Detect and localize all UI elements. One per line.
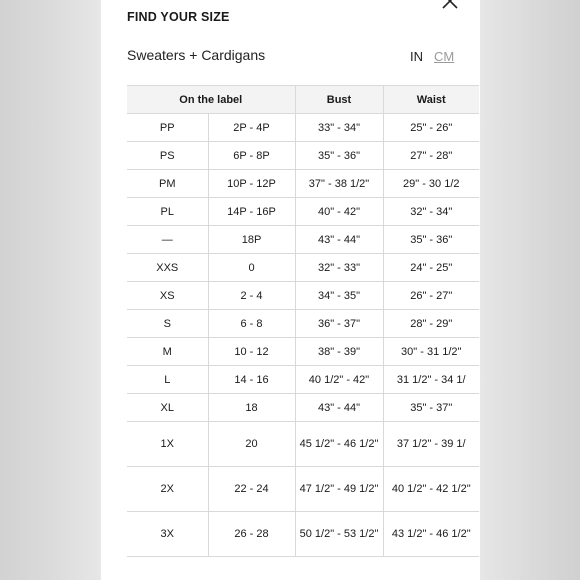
cell-size: 14P - 16P [208, 198, 295, 226]
cell-label: M [127, 338, 208, 366]
cell-bust: 37" - 38 1/2" [295, 170, 383, 198]
cell-label: PL [127, 198, 208, 226]
table-row [127, 114, 479, 142]
cell-waist: 26" - 27" [383, 282, 479, 310]
cell-bust: 43" - 44" [295, 226, 383, 254]
header-waist: Waist [383, 86, 479, 114]
cell-size: 6P - 8P [208, 142, 295, 170]
table-row [127, 254, 479, 282]
cell-waist: 28" - 29" [383, 310, 479, 338]
cell-label: 3X [127, 512, 208, 557]
cell-waist: 30" - 31 1/2" [383, 338, 479, 366]
cell-waist: 35" - 36" [383, 226, 479, 254]
cell-size: 0 [208, 254, 295, 282]
cell-waist: 31 1/2" - 34 1/ [383, 366, 479, 394]
cell-label: XL [127, 394, 208, 422]
cell-bust: 32" - 33" [295, 254, 383, 282]
cell-label: 2X [127, 467, 208, 512]
table-row [127, 226, 479, 254]
cell-label: PS [127, 142, 208, 170]
cell-waist: 37 1/2" - 39 1/ [383, 422, 479, 467]
category-title: Sweaters + Cardigans [127, 47, 266, 63]
table-row [127, 310, 479, 338]
cell-label: 1X [127, 422, 208, 467]
table-row [127, 394, 479, 422]
table-row [127, 338, 479, 366]
page-title: FIND YOUR SIZE [127, 10, 230, 24]
table-row [127, 422, 479, 467]
cell-size: 22 - 24 [208, 467, 295, 512]
size-guide-panel [101, 0, 480, 580]
cell-size: 18 [208, 394, 295, 422]
cell-waist: 35" - 37" [383, 394, 479, 422]
cell-waist: 25" - 26" [383, 114, 479, 142]
cell-bust: 43" - 44" [295, 394, 383, 422]
cell-waist: 40 1/2" - 42 1/2" [383, 467, 479, 512]
cell-size: 26 - 28 [208, 512, 295, 557]
table-row [127, 282, 479, 310]
cell-waist: 43 1/2" - 46 1/2" [383, 512, 479, 557]
cell-size: 2P - 4P [208, 114, 295, 142]
unit-cm-toggle[interactable]: CM [434, 49, 455, 64]
cell-bust: 50 1/2" - 53 1/2" [295, 512, 383, 557]
cell-label: PM [127, 170, 208, 198]
size-table [127, 85, 479, 557]
cell-bust: 36" - 37" [295, 310, 383, 338]
cell-label: XXS [127, 254, 208, 282]
table-row [127, 512, 479, 557]
cell-bust: 40 1/2" - 42" [295, 366, 383, 394]
cell-waist: 27" - 28" [383, 142, 479, 170]
cell-size: 18P [208, 226, 295, 254]
table-row [127, 142, 479, 170]
cell-label: XS [127, 282, 208, 310]
table-row [127, 170, 479, 198]
cell-size: 10 - 12 [208, 338, 295, 366]
cell-bust: 33" - 34" [295, 114, 383, 142]
cell-label: PP [127, 114, 208, 142]
table-header-row [127, 86, 479, 114]
cell-waist: 29" - 30 1/2 [383, 170, 479, 198]
header-bust: Bust [295, 86, 383, 114]
cell-bust: 38" - 39" [295, 338, 383, 366]
cell-bust: 40" - 42" [295, 198, 383, 226]
cell-size: 10P - 12P [208, 170, 295, 198]
header-on-the-label: On the label [127, 86, 295, 114]
cell-size: 2 - 4 [208, 282, 295, 310]
cell-bust: 45 1/2" - 46 1/2" [295, 422, 383, 467]
table-row [127, 366, 479, 394]
cell-waist: 32" - 34" [383, 198, 479, 226]
cell-size: 6 - 8 [208, 310, 295, 338]
cell-label: — [127, 226, 208, 254]
cell-bust: 47 1/2" - 49 1/2" [295, 467, 383, 512]
close-button[interactable] [440, 0, 462, 10]
cell-size: 20 [208, 422, 295, 467]
cell-bust: 34" - 35" [295, 282, 383, 310]
cell-waist: 24" - 25" [383, 254, 479, 282]
table-row [127, 467, 479, 512]
close-icon [440, 0, 462, 10]
cell-label: S [127, 310, 208, 338]
unit-in-toggle[interactable]: IN [410, 49, 423, 64]
cell-bust: 35" - 36" [295, 142, 383, 170]
cell-size: 14 - 16 [208, 366, 295, 394]
size-table-body [127, 114, 479, 557]
size-table-scroll[interactable] [127, 85, 471, 560]
table-row [127, 198, 479, 226]
cell-label: L [127, 366, 208, 394]
